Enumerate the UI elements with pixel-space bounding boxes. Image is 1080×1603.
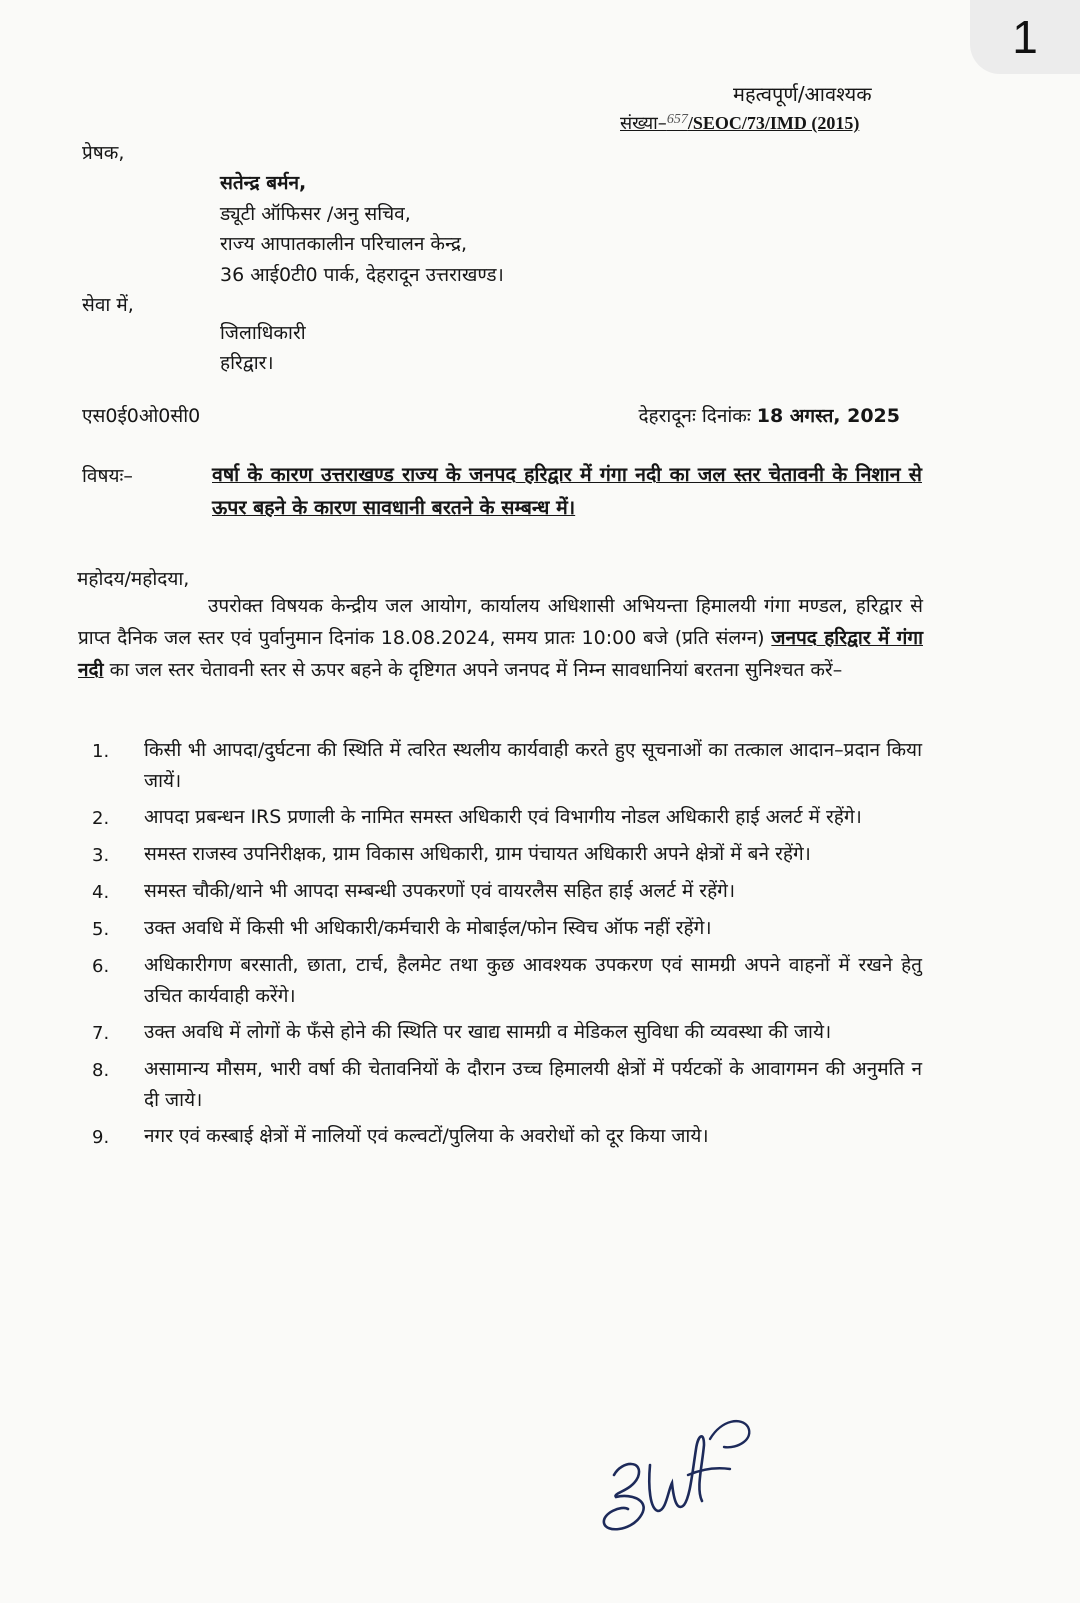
recipient-place: हरिद्वार। <box>220 352 274 374</box>
list-item <box>92 876 922 908</box>
list-item-text: समस्त राजस्व उपनिरीक्षक, ग्राम विकास अधिकारी, ग्राम पंचायत अधिकारी अपने क्षेत्रों में बने रहेंगे। <box>144 843 811 865</box>
reference-prefix: संख्या– <box>620 113 667 134</box>
page-number: 1 <box>1012 11 1038 63</box>
salutation: महोदय/महोदया, <box>77 568 190 590</box>
list-item-number: 1. <box>92 741 110 762</box>
list-item <box>92 1054 922 1116</box>
list-item-number: 4. <box>92 882 110 903</box>
list-item <box>92 1121 922 1153</box>
list-item <box>92 802 922 834</box>
list-item-text: समस्त चौकी/थाने भी आपदा सम्बन्धी उपकरणों एवं वायरलैस सहित हाई अलर्ट में रहेंगे। <box>144 880 736 902</box>
list-item-text: उक्त अवधि में लोगों के फँसे होने की स्थिति पर खाद्य सामग्री व मेडिकल सुविधा की व्यवस्था की जाये। <box>144 1021 832 1043</box>
letter-date: 18 अगस्त, 2025 <box>756 405 900 427</box>
recipient-title: जिलाधिकारी <box>220 322 306 344</box>
sender-label: प्रेषक, <box>82 142 125 164</box>
sender-address: 36 आई0टी0 पार्क, देहरादून उत्तराखण्ड। <box>220 264 504 286</box>
date-prefix: देहरादूनः दिनांकः <box>638 405 751 427</box>
body-part-2: का जल स्तर चेतावनी स्तर से ऊपर बहने के दृष्टिगत अपने जनपद में निम्न सावधानियां बरतना सुनिश्चत करें– <box>109 659 843 681</box>
list-item-text: आपदा प्रबन्धन IRS प्रणाली के नामित समस्त अधिकारी एवं विभागीय नोडल अधिकारी हाई अलर्ट में रहेंगे। <box>144 806 862 828</box>
sender-name: सतेन्द्र बर्मन, <box>220 172 307 194</box>
importance-label: महत्वपूर्ण/आवश्यक <box>733 82 872 106</box>
body-part-1: उपरोक्त विषयक केन्द्रीय जल आयोग, कार्यालय अधिशासी अभियन्ता हिमालयी गंगा मण्डल, हरिद्वार से प्राप्त दैनिक जल स्तर एवं पुर्वानुमान दिनांक 18.08.2024, समय प्रातः 10:00 बजे (प्रति संलग्न) <box>78 595 923 649</box>
list-item-text: नगर एवं कस्बाई क्षेत्रों में नालियों एवं कल्वटों/पुलिया के अवरोधों को दूर किया जाये। <box>144 1125 709 1147</box>
list-item-text: असामान्य मौसम, भारी वर्षा की चेतावनियों के दौरान उच्च हिमालयी क्षेत्रों में पर्यटकों के आवागमन की अनुमति न दी जाये। <box>144 1058 922 1111</box>
list-item-number: 7. <box>92 1023 110 1044</box>
reference-handwritten-number: 657 <box>666 112 688 127</box>
list-item-text: उक्त अवधि में किसी भी अधिकारी/कर्मचारी के मोबाईल/फोन स्विच ऑफ नहीं रहेंगे। <box>144 917 712 939</box>
list-item <box>92 913 922 945</box>
list-item <box>92 950 922 1012</box>
office-date-row <box>82 402 900 428</box>
list-item-number: 6. <box>92 956 110 977</box>
recipient-label: सेवा में, <box>82 294 134 316</box>
reference-code: /SEOC/73/IMD (2015) <box>687 113 860 133</box>
list-item-text: अधिकारीगण बरसाती, छाता, टार्च, हैलमेट तथा कुछ आवश्यक उपकरण एवं सामग्री अपने वाहनों में रखने हेतु उचित कार्यवाही करेंगे। <box>144 954 922 1007</box>
list-item-number: 2. <box>92 808 110 829</box>
list-item <box>92 735 922 797</box>
list-item-number: 8. <box>92 1060 110 1081</box>
list-item-number: 9. <box>92 1127 110 1148</box>
subject-label: विषयः– <box>82 465 133 487</box>
list-item-number: 3. <box>92 845 110 866</box>
list-item <box>92 839 922 871</box>
reference-number <box>620 111 859 135</box>
office-code: एस0ई0ओ0सी0 <box>82 405 201 427</box>
list-item <box>92 1017 922 1049</box>
list-item-text: किसी भी आपदा/दुर्घटना की स्थिति में त्वरित स्थलीय कार्यवाही करते हुए सूचनाओं का तत्काल आदान–प्रदान किया जायें। <box>144 739 922 792</box>
subject-text: वर्षा के कारण उत्तराखण्ड राज्य के जनपद हरिद्वार में गंगा नदी का जल स्तर चेतावनी के निशान से ऊपर बहने के कारण सावधानी बरतने के सम्बन्ध में। <box>212 463 922 519</box>
sender-office: राज्य आपातकालीन परिचालन केन्द्र, <box>220 233 468 255</box>
list-item-number: 5. <box>92 919 110 940</box>
body-paragraph <box>78 590 923 686</box>
date-line <box>638 402 900 428</box>
page-number-badge <box>970 0 1080 74</box>
sender-designation: ड्यूटी ऑफिसर /अनु सचिव, <box>220 203 411 225</box>
body-underlined-text: जनपद हरिद्वार में गंगा नदी <box>78 627 923 681</box>
handwritten-signature <box>592 1405 762 1545</box>
precautions-list <box>92 735 922 1158</box>
